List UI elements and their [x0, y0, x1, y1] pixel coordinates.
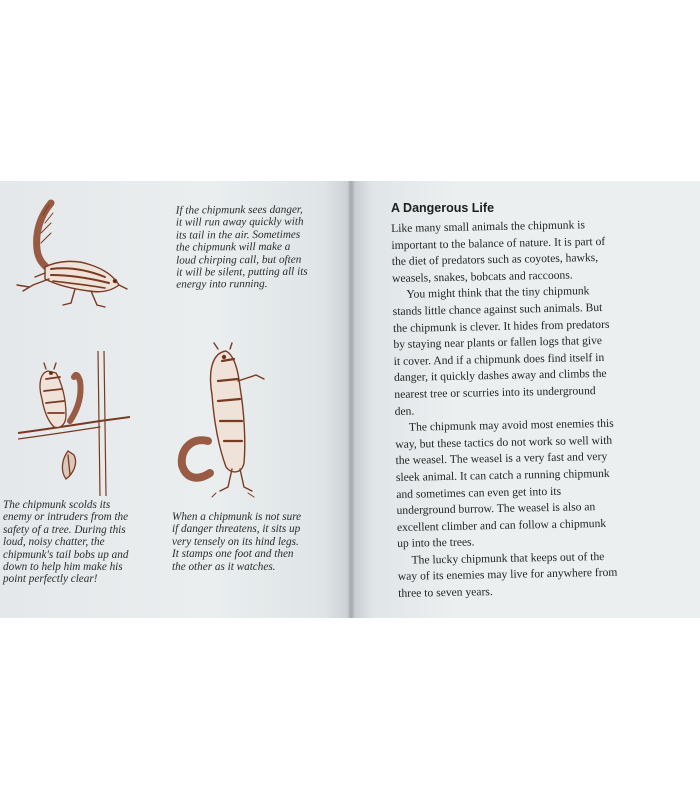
text-line: sleek animal. It can catch a running chipmunk	[395, 466, 610, 484]
text-line: weasels, snakes, bobcats and raccoons.	[391, 268, 573, 285]
left-page	[0, 181, 352, 618]
book-spread	[0, 181, 700, 618]
text-line: danger, it quickly dashes away and climbs the	[393, 367, 607, 385]
text-line: stands little chance against such animals. But	[392, 300, 603, 318]
text-line: den.	[394, 404, 415, 418]
text-line: the weasel. The weasel is a very fast and very	[395, 450, 608, 468]
text-line: The lucky chipmunk that keeps out of the	[411, 549, 605, 567]
text-line: excellent climber and can follow a chipmunk	[396, 516, 607, 534]
section-heading: A Dangerous Life	[391, 201, 495, 215]
book-gutter	[347, 181, 355, 618]
text-line: the diet of predators such as coyotes, hawks,	[391, 251, 599, 269]
text-line: way of its enemies may live for anywhere from	[397, 566, 618, 584]
text-line: important to the balance of nature. It is part of	[391, 234, 606, 252]
scolding-caption: The chipmunk scolds its enemy or intruders from the safety of a tree. During this loud, noisy chatter, the chipmunk's tail bobs up and down to help him make his point perfectly clear!	[3, 499, 129, 586]
text-line: the chipmunk is clever. It hides from predators	[392, 317, 610, 335]
text-line: up into the trees.	[397, 535, 475, 551]
text-line: The chipmunk may avoid most enemies this	[408, 416, 614, 434]
body-text	[391, 216, 660, 603]
text-line: three to seven years.	[398, 585, 493, 600]
running-chipmunk-illustration	[5, 193, 135, 321]
text-line: by staying near plants or fallen logs that give	[393, 334, 603, 352]
text-line: You might think that the tiny chipmunk	[406, 284, 590, 302]
text-line: Like many small animals the chipmunk is	[391, 218, 586, 235]
text-line: it cover. And if a chipmunk does find itself in	[393, 350, 605, 368]
alert-caption: When a chipmunk is not sure if danger threatens, it sits up very tensely on its hind legs. It stamps one foot and then the other as it watches.	[172, 511, 302, 573]
running-caption: If the chipmunk sees danger, it will run away quickly with its tail in the air. Sometimes the chipmunk will make a loud chirping call, but often it will be silent, putting all its energy into running.	[175, 203, 308, 292]
text-line: nearest tree or scurries into its underground	[394, 384, 596, 401]
branch-chipmunk-illustration	[18, 351, 130, 496]
text-line: way, but these tactics do not work so well with	[395, 433, 613, 451]
text-line: and sometimes can even get into its	[396, 484, 562, 501]
upright-chipmunk-illustration	[168, 341, 280, 499]
text-line: underground burrow. The weasel is also an	[396, 500, 596, 518]
